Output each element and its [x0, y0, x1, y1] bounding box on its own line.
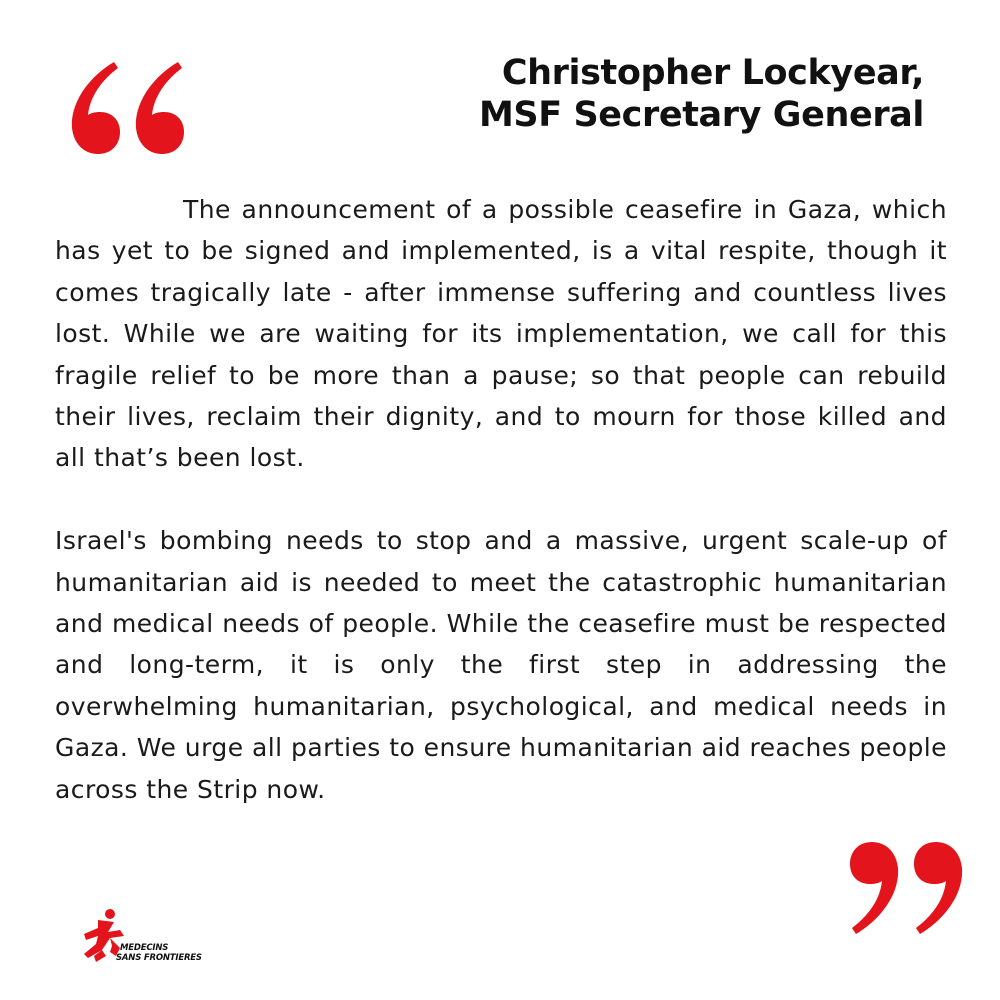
quote-paragraph-1: The announcement of a possible ceasefire in Gaza, which has yet to be signed and implemented, is a vital respite, though it comes tragically late - after immense suffering and countless lives lost. While we are waiting for its implementation, we call for this fragile relief to be more than a pause; so that people can rebuild their lives, reclaim their dignity, and to mourn for those killed and all that’s been lost.	[55, 195, 947, 473]
quote-body	[55, 189, 947, 810]
close-quote-icon	[842, 836, 972, 946]
quote-paragraph-2: Israel's bombing needs to stop and a massive, urgent scale-up of humanitarian aid is needed to meet the catastrophic humanitarian and medical needs of people. While the ceasefire must be respected and long-term, it is only the first step in addressing the overwhelming humanitarian, psychological, and medical needs in Gaza. We urge all parties to ensure humanitarian aid reaches people across the Strip now.	[55, 526, 947, 804]
logo-line-2: SANS FRONTIERES	[116, 953, 202, 963]
author-block	[479, 52, 924, 136]
author-title: MSF Secretary General	[478, 95, 924, 135]
msf-logo	[80, 906, 220, 966]
logo-line-1: MEDECINS	[120, 943, 169, 953]
author-name: Christopher Lockyear,	[501, 53, 924, 93]
open-quote-icon	[62, 50, 192, 160]
